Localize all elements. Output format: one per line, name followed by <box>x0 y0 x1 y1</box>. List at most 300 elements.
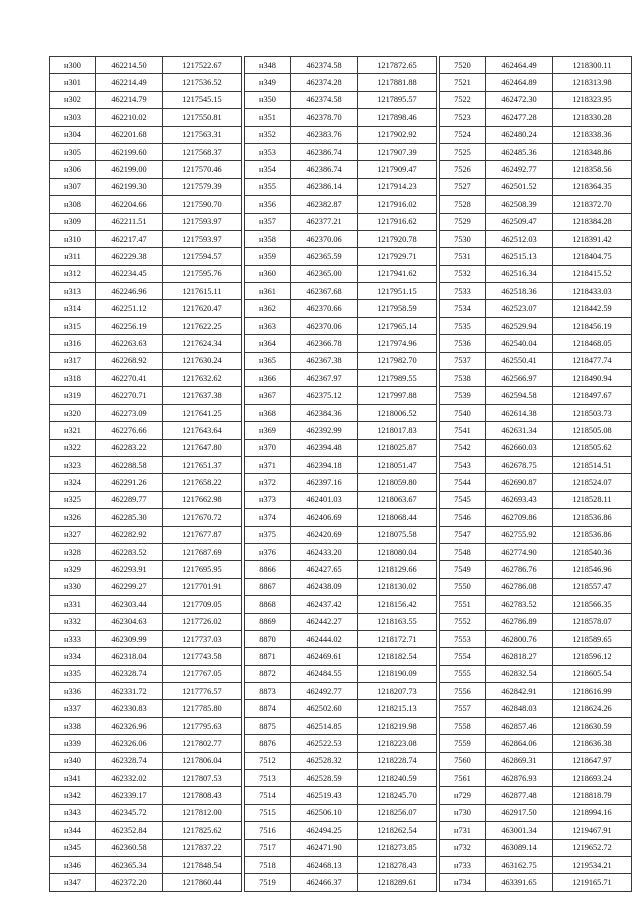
table-row <box>440 822 632 839</box>
y-coordinate-cell: 1218442.59 <box>553 300 632 317</box>
y-coordinate-cell: 1218130.02 <box>358 578 437 595</box>
x-coordinate-cell: 462774.90 <box>486 543 553 560</box>
x-coordinate-cell: 462352.84 <box>96 822 163 839</box>
point-id-cell: 7521 <box>440 74 486 91</box>
y-coordinate-cell: 1218540.36 <box>553 543 632 560</box>
y-coordinate-cell: 1218647.97 <box>553 752 632 769</box>
y-coordinate-cell: 1217898.46 <box>358 109 437 126</box>
y-coordinate-cell: 1219534.21 <box>553 856 632 873</box>
y-coordinate-cell: 1217808.43 <box>163 787 242 804</box>
x-coordinate-cell: 462229.38 <box>96 248 163 265</box>
table-row <box>50 735 242 752</box>
table-row <box>245 787 437 804</box>
y-coordinate-cell: 1217802.77 <box>163 735 242 752</box>
y-coordinate-cell: 1218348.86 <box>553 143 632 160</box>
point-id-cell: 8874 <box>245 700 291 717</box>
point-id-cell: н371 <box>245 456 291 473</box>
x-coordinate-cell: 462471.90 <box>291 839 358 856</box>
point-id-cell: 7553 <box>440 630 486 647</box>
point-id-cell: н357 <box>245 213 291 230</box>
table-row <box>245 822 437 839</box>
x-coordinate-cell: 462214.50 <box>96 57 163 74</box>
table-row <box>440 439 632 456</box>
coordinates-table-2 <box>244 56 437 892</box>
point-id-cell: н314 <box>50 300 96 317</box>
point-id-cell: н327 <box>50 526 96 543</box>
point-id-cell: н731 <box>440 822 486 839</box>
table-row <box>440 213 632 230</box>
point-id-cell: 7532 <box>440 265 486 282</box>
x-coordinate-cell: 462331.72 <box>96 683 163 700</box>
x-coordinate-cell: 462365.34 <box>96 856 163 873</box>
x-coordinate-cell: 462492.77 <box>291 683 358 700</box>
point-id-cell: н337 <box>50 700 96 717</box>
x-coordinate-cell: 462370.66 <box>291 300 358 317</box>
table-row <box>50 770 242 787</box>
table-row <box>50 265 242 282</box>
point-id-cell: н319 <box>50 387 96 404</box>
y-coordinate-cell: 1218524.07 <box>553 474 632 491</box>
table-row <box>440 578 632 595</box>
point-id-cell: 7544 <box>440 474 486 491</box>
y-coordinate-cell: 1218505.62 <box>553 439 632 456</box>
point-id-cell: 7522 <box>440 91 486 108</box>
x-coordinate-cell: 462594.58 <box>486 387 553 404</box>
table-row <box>440 352 632 369</box>
x-coordinate-cell: 462372.20 <box>96 874 163 891</box>
point-id-cell: н300 <box>50 57 96 74</box>
y-coordinate-cell: 1218630.59 <box>553 717 632 734</box>
point-id-cell: 7558 <box>440 717 486 734</box>
point-id-cell: 7559 <box>440 735 486 752</box>
table-row <box>245 143 437 160</box>
point-id-cell: 7552 <box>440 613 486 630</box>
y-coordinate-cell: 1217902.92 <box>358 126 437 143</box>
point-id-cell: н354 <box>245 161 291 178</box>
point-id-cell: 8873 <box>245 683 291 700</box>
x-coordinate-cell: 462755.92 <box>486 526 553 543</box>
x-coordinate-cell: 462365.00 <box>291 265 358 282</box>
y-coordinate-cell: 1217563.31 <box>163 126 242 143</box>
point-id-cell: н340 <box>50 752 96 769</box>
point-id-cell: 7561 <box>440 770 486 787</box>
point-id-cell: н313 <box>50 283 96 300</box>
table-row <box>245 526 437 543</box>
table-row <box>245 665 437 682</box>
x-coordinate-cell: 462469.61 <box>291 648 358 665</box>
x-coordinate-cell: 462485.36 <box>486 143 553 160</box>
y-coordinate-cell: 1218468.05 <box>553 335 632 352</box>
table-row <box>50 57 242 74</box>
point-id-cell: н325 <box>50 491 96 508</box>
point-id-cell: н305 <box>50 143 96 160</box>
point-id-cell: н353 <box>245 143 291 160</box>
y-coordinate-cell: 1218596.12 <box>553 648 632 665</box>
y-coordinate-cell: 1218313.98 <box>553 74 632 91</box>
table-row <box>50 91 242 108</box>
x-coordinate-cell: 462842.91 <box>486 683 553 700</box>
table-row <box>245 178 437 195</box>
table-row <box>50 474 242 491</box>
point-id-cell: 7529 <box>440 213 486 230</box>
y-coordinate-cell: 1217726.02 <box>163 613 242 630</box>
x-coordinate-cell: 462709.86 <box>486 509 553 526</box>
table-row <box>440 57 632 74</box>
y-coordinate-cell: 1219652.72 <box>553 839 632 856</box>
table-row <box>50 74 242 91</box>
table-row <box>50 196 242 213</box>
point-id-cell: 8869 <box>245 613 291 630</box>
table-row <box>50 874 242 891</box>
y-coordinate-cell: 1218693.24 <box>553 770 632 787</box>
table-row <box>245 265 437 282</box>
table-row <box>245 335 437 352</box>
coordinates-table-1 <box>49 56 242 892</box>
point-id-cell: 7515 <box>245 804 291 821</box>
table-row <box>245 317 437 334</box>
table-row <box>440 613 632 630</box>
point-id-cell: 7540 <box>440 404 486 421</box>
table-row <box>440 561 632 578</box>
x-coordinate-cell: 462690.87 <box>486 474 553 491</box>
point-id-cell: 7545 <box>440 491 486 508</box>
point-id-cell: н343 <box>50 804 96 821</box>
y-coordinate-cell: 1218006.52 <box>358 404 437 421</box>
point-id-cell: н339 <box>50 735 96 752</box>
x-coordinate-cell: 462386.14 <box>291 178 358 195</box>
point-id-cell: н342 <box>50 787 96 804</box>
y-coordinate-cell: 1217658.22 <box>163 474 242 491</box>
table-row <box>440 700 632 717</box>
x-coordinate-cell: 462309.99 <box>96 630 163 647</box>
y-coordinate-cell: 1217670.72 <box>163 509 242 526</box>
point-id-cell: н370 <box>245 439 291 456</box>
point-id-cell: н355 <box>245 178 291 195</box>
y-coordinate-cell: 1217989.55 <box>358 370 437 387</box>
table-row <box>50 613 242 630</box>
x-coordinate-cell: 462501.52 <box>486 178 553 195</box>
point-id-cell: 8875 <box>245 717 291 734</box>
table-row <box>245 613 437 630</box>
table-row <box>50 526 242 543</box>
x-coordinate-cell: 462211.51 <box>96 213 163 230</box>
y-coordinate-cell: 1218219.98 <box>358 717 437 734</box>
table-row <box>440 491 632 508</box>
y-coordinate-cell: 1218129.66 <box>358 561 437 578</box>
point-id-cell: 7555 <box>440 665 486 682</box>
y-coordinate-cell: 1217848.54 <box>163 856 242 873</box>
point-id-cell: 7527 <box>440 178 486 195</box>
y-coordinate-cell: 1218156.42 <box>358 596 437 613</box>
point-id-cell: н332 <box>50 613 96 630</box>
x-coordinate-cell: 462420.69 <box>291 526 358 543</box>
x-coordinate-cell: 462251.12 <box>96 300 163 317</box>
table-row <box>50 126 242 143</box>
point-id-cell: н359 <box>245 248 291 265</box>
point-id-cell: н729 <box>440 787 486 804</box>
table-row <box>245 735 437 752</box>
table-row <box>50 648 242 665</box>
y-coordinate-cell: 1218025.87 <box>358 439 437 456</box>
point-id-cell: 7548 <box>440 543 486 560</box>
x-coordinate-cell: 462786.76 <box>486 561 553 578</box>
point-id-cell: н367 <box>245 387 291 404</box>
point-id-cell: н338 <box>50 717 96 734</box>
y-coordinate-cell: 1218514.51 <box>553 456 632 473</box>
table-row <box>245 456 437 473</box>
x-coordinate-cell: 462234.45 <box>96 265 163 282</box>
x-coordinate-cell: 462433.20 <box>291 543 358 560</box>
x-coordinate-cell: 462392.99 <box>291 422 358 439</box>
y-coordinate-cell: 1217806.04 <box>163 752 242 769</box>
table-row <box>245 509 437 526</box>
table-row <box>50 665 242 682</box>
table-row <box>245 422 437 439</box>
table-row <box>245 474 437 491</box>
table-row <box>440 126 632 143</box>
x-coordinate-cell: 462869.31 <box>486 752 553 769</box>
x-coordinate-cell: 462339.17 <box>96 787 163 804</box>
y-coordinate-cell: 1218624.26 <box>553 700 632 717</box>
y-coordinate-cell: 1218503.73 <box>553 404 632 421</box>
point-id-cell: 8866 <box>245 561 291 578</box>
table-row <box>245 91 437 108</box>
y-coordinate-cell: 1217579.39 <box>163 178 242 195</box>
point-id-cell: н335 <box>50 665 96 682</box>
x-coordinate-cell: 462304.63 <box>96 613 163 630</box>
x-coordinate-cell: 462857.46 <box>486 717 553 734</box>
table-row <box>50 717 242 734</box>
point-id-cell: н734 <box>440 874 486 891</box>
point-id-cell: н302 <box>50 91 96 108</box>
x-coordinate-cell: 462438.09 <box>291 578 358 595</box>
point-id-cell: н318 <box>50 370 96 387</box>
point-id-cell: н376 <box>245 543 291 560</box>
table-row <box>245 648 437 665</box>
y-coordinate-cell: 1218063.67 <box>358 491 437 508</box>
point-id-cell: 7560 <box>440 752 486 769</box>
x-coordinate-cell: 462494.25 <box>291 822 358 839</box>
x-coordinate-cell: 462214.49 <box>96 74 163 91</box>
y-coordinate-cell: 1217920.78 <box>358 230 437 247</box>
point-id-cell: н364 <box>245 335 291 352</box>
point-id-cell: 7523 <box>440 109 486 126</box>
y-coordinate-cell: 1218207.73 <box>358 683 437 700</box>
x-coordinate-cell: 462326.06 <box>96 735 163 752</box>
table-row <box>245 578 437 595</box>
y-coordinate-cell: 1218566.35 <box>553 596 632 613</box>
table-row <box>440 404 632 421</box>
y-coordinate-cell: 1218330.28 <box>553 109 632 126</box>
x-coordinate-cell: 462204.66 <box>96 196 163 213</box>
table-row <box>245 717 437 734</box>
y-coordinate-cell: 1218557.47 <box>553 578 632 595</box>
table-row <box>50 422 242 439</box>
point-id-cell: н374 <box>245 509 291 526</box>
y-coordinate-cell: 1218490.94 <box>553 370 632 387</box>
table-row <box>245 700 437 717</box>
table-row <box>440 804 632 821</box>
point-id-cell: 7512 <box>245 752 291 769</box>
y-coordinate-cell: 1217624.34 <box>163 335 242 352</box>
point-id-cell: н350 <box>245 91 291 108</box>
y-coordinate-cell: 1217951.15 <box>358 283 437 300</box>
y-coordinate-cell: 1218256.07 <box>358 804 437 821</box>
point-id-cell: н312 <box>50 265 96 282</box>
point-id-cell: н373 <box>245 491 291 508</box>
point-id-cell: н331 <box>50 596 96 613</box>
y-coordinate-cell: 1217687.69 <box>163 543 242 560</box>
point-id-cell: 7528 <box>440 196 486 213</box>
table-row <box>50 439 242 456</box>
table-row <box>50 856 242 873</box>
y-coordinate-cell: 1218384.28 <box>553 213 632 230</box>
x-coordinate-cell: 462270.71 <box>96 387 163 404</box>
y-coordinate-cell: 1218497.67 <box>553 387 632 404</box>
x-coordinate-cell: 462631.34 <box>486 422 553 439</box>
y-coordinate-cell: 1217595.76 <box>163 265 242 282</box>
x-coordinate-cell: 462289.77 <box>96 491 163 508</box>
y-coordinate-cell: 1217594.57 <box>163 248 242 265</box>
x-coordinate-cell: 462864.06 <box>486 735 553 752</box>
y-coordinate-cell: 1217785.80 <box>163 700 242 717</box>
y-coordinate-cell: 1217701.91 <box>163 578 242 595</box>
y-coordinate-cell: 1217812.00 <box>163 804 242 821</box>
x-coordinate-cell: 462291.26 <box>96 474 163 491</box>
table-row <box>440 196 632 213</box>
x-coordinate-cell: 462318.04 <box>96 648 163 665</box>
table-row <box>440 283 632 300</box>
point-id-cell: 7543 <box>440 456 486 473</box>
y-coordinate-cell: 1217743.58 <box>163 648 242 665</box>
x-coordinate-cell: 462848.03 <box>486 700 553 717</box>
table-row <box>245 230 437 247</box>
point-id-cell: 7518 <box>245 856 291 873</box>
y-coordinate-cell: 1217929.71 <box>358 248 437 265</box>
x-coordinate-cell: 462328.74 <box>96 752 163 769</box>
point-id-cell: н346 <box>50 856 96 873</box>
point-id-cell: 8876 <box>245 735 291 752</box>
x-coordinate-cell: 462464.89 <box>486 74 553 91</box>
y-coordinate-cell: 1217982.70 <box>358 352 437 369</box>
x-coordinate-cell: 462512.03 <box>486 230 553 247</box>
point-id-cell: 7542 <box>440 439 486 456</box>
point-id-cell: 7534 <box>440 300 486 317</box>
y-coordinate-cell: 1217907.39 <box>358 143 437 160</box>
x-coordinate-cell: 462370.06 <box>291 230 358 247</box>
point-id-cell: н345 <box>50 839 96 856</box>
point-id-cell: н309 <box>50 213 96 230</box>
table-row <box>440 456 632 473</box>
table-row <box>245 752 437 769</box>
table-row <box>50 578 242 595</box>
y-coordinate-cell: 1218456.19 <box>553 317 632 334</box>
y-coordinate-cell: 1218080.04 <box>358 543 437 560</box>
table-row <box>440 230 632 247</box>
point-id-cell: 8867 <box>245 578 291 595</box>
y-coordinate-cell: 1218477.74 <box>553 352 632 369</box>
table-row <box>440 648 632 665</box>
y-coordinate-cell: 1218364.35 <box>553 178 632 195</box>
x-coordinate-cell: 462472.30 <box>486 91 553 108</box>
y-coordinate-cell: 1218528.11 <box>553 491 632 508</box>
table-row <box>245 404 437 421</box>
y-coordinate-cell: 1218605.54 <box>553 665 632 682</box>
y-coordinate-cell: 1218278.43 <box>358 856 437 873</box>
point-id-cell: н311 <box>50 248 96 265</box>
x-coordinate-cell: 462217.47 <box>96 230 163 247</box>
y-coordinate-cell: 1218240.59 <box>358 770 437 787</box>
table-row <box>440 752 632 769</box>
table-row <box>440 683 632 700</box>
y-coordinate-cell: 1217550.81 <box>163 109 242 126</box>
point-id-cell: н372 <box>245 474 291 491</box>
point-id-cell: н310 <box>50 230 96 247</box>
x-coordinate-cell: 462660.03 <box>486 439 553 456</box>
table-row <box>50 370 242 387</box>
y-coordinate-cell: 1217837.22 <box>163 839 242 856</box>
y-coordinate-cell: 1217776.57 <box>163 683 242 700</box>
table-row <box>440 543 632 560</box>
x-coordinate-cell: 462377.21 <box>291 213 358 230</box>
y-coordinate-cell: 1218289.61 <box>358 874 437 891</box>
x-coordinate-cell: 462326.96 <box>96 717 163 734</box>
point-id-cell: н333 <box>50 630 96 647</box>
x-coordinate-cell: 462693.43 <box>486 491 553 508</box>
x-coordinate-cell: 462464.49 <box>486 57 553 74</box>
table-row <box>440 317 632 334</box>
y-coordinate-cell: 1217593.97 <box>163 213 242 230</box>
y-coordinate-cell: 1219467.91 <box>553 822 632 839</box>
point-id-cell: н320 <box>50 404 96 421</box>
point-id-cell: 7531 <box>440 248 486 265</box>
point-id-cell: н316 <box>50 335 96 352</box>
point-id-cell: 7516 <box>245 822 291 839</box>
point-id-cell: н304 <box>50 126 96 143</box>
y-coordinate-cell: 1218017.83 <box>358 422 437 439</box>
y-coordinate-cell: 1217916.02 <box>358 196 437 213</box>
y-coordinate-cell: 1217590.70 <box>163 196 242 213</box>
point-id-cell: н344 <box>50 822 96 839</box>
x-coordinate-cell: 462786.89 <box>486 613 553 630</box>
y-coordinate-cell: 1217637.38 <box>163 387 242 404</box>
table-row <box>245 300 437 317</box>
table-row <box>440 387 632 404</box>
point-id-cell: н365 <box>245 352 291 369</box>
y-coordinate-cell: 1218589.65 <box>553 630 632 647</box>
x-coordinate-cell: 462529.94 <box>486 317 553 334</box>
table-row <box>50 352 242 369</box>
table-row <box>245 874 437 891</box>
point-id-cell: н360 <box>245 265 291 282</box>
table-row <box>50 839 242 856</box>
x-coordinate-cell: 462367.68 <box>291 283 358 300</box>
y-coordinate-cell: 1217825.62 <box>163 822 242 839</box>
x-coordinate-cell: 462566.97 <box>486 370 553 387</box>
x-coordinate-cell: 462268.92 <box>96 352 163 369</box>
y-coordinate-cell: 1217568.37 <box>163 143 242 160</box>
table-row <box>245 196 437 213</box>
y-coordinate-cell: 1218075.58 <box>358 526 437 543</box>
table-row <box>440 526 632 543</box>
x-coordinate-cell: 462263.63 <box>96 335 163 352</box>
point-id-cell: н356 <box>245 196 291 213</box>
point-id-cell: н322 <box>50 439 96 456</box>
y-coordinate-cell: 1217622.25 <box>163 317 242 334</box>
point-id-cell: н336 <box>50 683 96 700</box>
table-row <box>50 787 242 804</box>
point-id-cell: н324 <box>50 474 96 491</box>
